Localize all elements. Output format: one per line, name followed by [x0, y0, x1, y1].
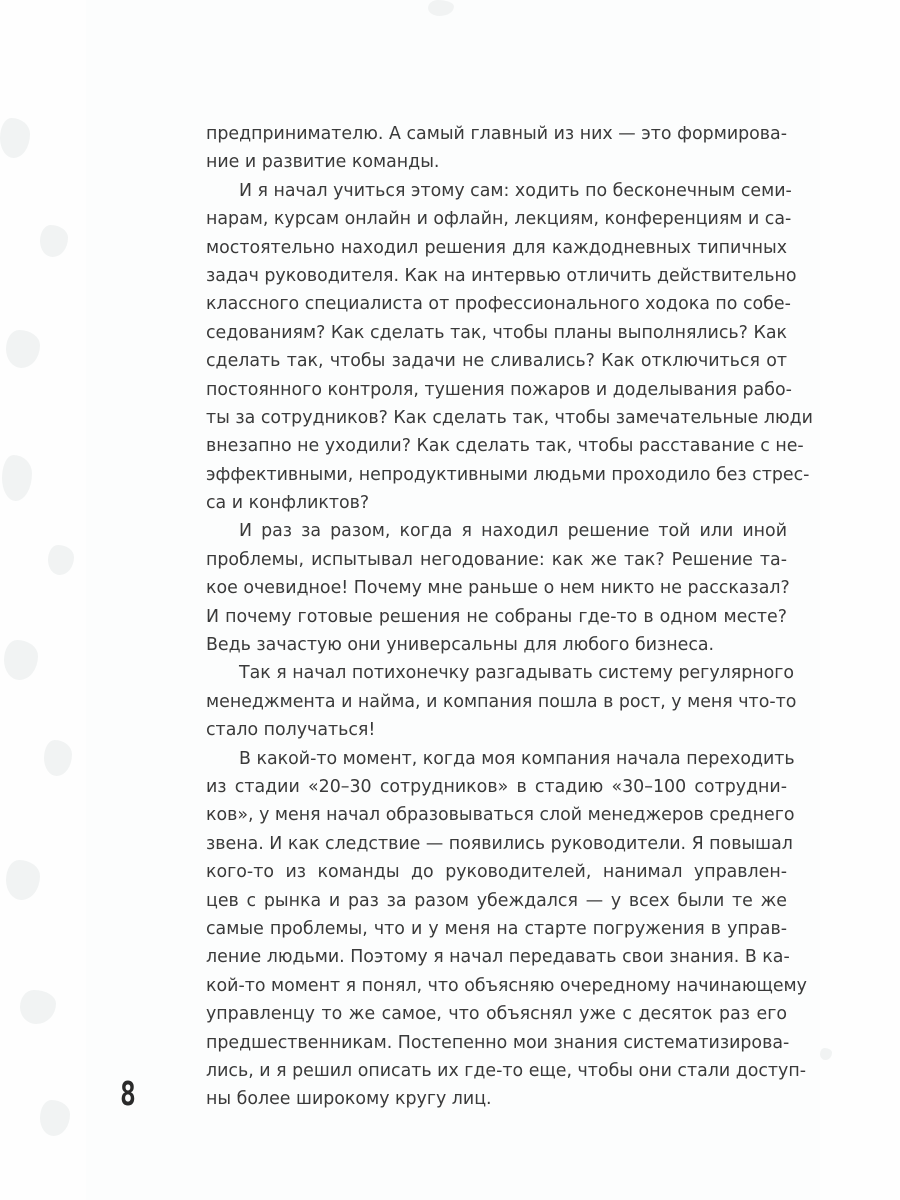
text-line: предшественникам. Постепенно мои знания систематизирова-	[206, 1032, 790, 1053]
text-line: классного специалиста от профессионального ходока по собе-	[206, 294, 791, 315]
text-line: ние и развитие команды.	[206, 152, 440, 173]
text-line: эффективными, непродуктивными людьми проходило без стрес-	[206, 464, 810, 485]
text-line: сделать так, чтобы задачи не сливались? Как отключиться от	[206, 351, 787, 372]
body-text	[206, 120, 813, 1114]
decor-blob	[48, 545, 74, 575]
decor-blob	[0, 118, 30, 158]
decor-blob	[6, 330, 40, 368]
text-line: И раз за разом, когда я находил решение той или иной	[239, 521, 787, 542]
text-line: И почему готовые решения не собраны где-то в одном месте?	[206, 606, 787, 627]
text-line: Так я начал потихонечку разгадывать систему регулярного	[239, 663, 795, 684]
text-line: седованиям? Как сделать так, чтобы планы выполнялись? Как	[206, 322, 787, 343]
text-line: постоянного контроля, тушения пожаров и доделывания рабо-	[206, 379, 792, 400]
text-line: кого-то из команды до руководителей, нанимал управлен-	[206, 862, 787, 883]
text-line: нарам, курсам онлайн и офлайн, лекциям, конференциям и са-	[206, 209, 792, 230]
text-line: задач руководителя. Как на интервью отличить действительно	[206, 265, 797, 286]
decor-blob	[6, 860, 40, 900]
text-line: И я начал учиться этому сам: ходить по бесконечным семи-	[239, 180, 792, 201]
text-line: внезапно не уходили? Как сделать так, чтобы расставание с не-	[206, 436, 804, 457]
decor-blob	[820, 1048, 832, 1060]
decor-blob	[4, 640, 38, 680]
text-line: цев с рынка и раз за разом убеждался — у всех были те же	[206, 890, 787, 911]
decor-blob	[40, 1100, 70, 1136]
text-line: самые проблемы, что и у меня на старте погружения в управ-	[206, 918, 787, 939]
text-line: мостоятельно находил решения для каждодневных типичных	[206, 237, 787, 258]
text-line: лись, и я решил описать их где-то еще, чтобы они стали доступ-	[206, 1060, 806, 1081]
decor-blob	[44, 740, 72, 776]
text-line: ты за сотрудников? Как сделать так, чтобы замечательные люди	[206, 407, 813, 428]
text-line: из стадии «20–30 сотрудников» в стадию «30–100 сотрудни-	[206, 776, 787, 797]
text-line: менеджмента и найма, и компания пошла в рост, у меня что-то	[206, 691, 797, 712]
page-number: 8	[120, 1074, 136, 1113]
decor-blob	[20, 990, 56, 1024]
text-line: стало получаться!	[206, 720, 376, 741]
text-line: ление людьми. Поэтому я начал передавать свои знания. В ка-	[206, 947, 790, 968]
text-line: звена. И как следствие — появились руководители. Я повышал	[206, 833, 793, 854]
decor-blob	[2, 455, 32, 501]
text-line: са и конфликтов?	[206, 493, 370, 514]
text-line: управленцу то же самое, что объяснял уже с десяток раз его	[206, 1004, 787, 1025]
text-line: проблемы, испытывал негодование: как же так? Решение та-	[206, 549, 787, 570]
text-line: В какой-то момент, когда моя компания начала переходить	[239, 748, 795, 769]
text-line: Ведь зачастую они универсальны для любого бизнеса.	[206, 635, 715, 656]
text-line: кой-то момент я понял, что объясняю очередному начинающему	[206, 975, 807, 996]
text-line: предпринимателю. А самый главный из них — это формирова-	[206, 124, 787, 144]
text-line: ков», у меня начал образовываться слой менеджеров среднего	[206, 805, 795, 826]
decor-blob	[40, 225, 68, 257]
text-line: кое очевидное! Почему мне раньше о нем никто не рассказал?	[206, 578, 790, 599]
text-line: ны более широкому кругу лиц.	[206, 1089, 492, 1110]
